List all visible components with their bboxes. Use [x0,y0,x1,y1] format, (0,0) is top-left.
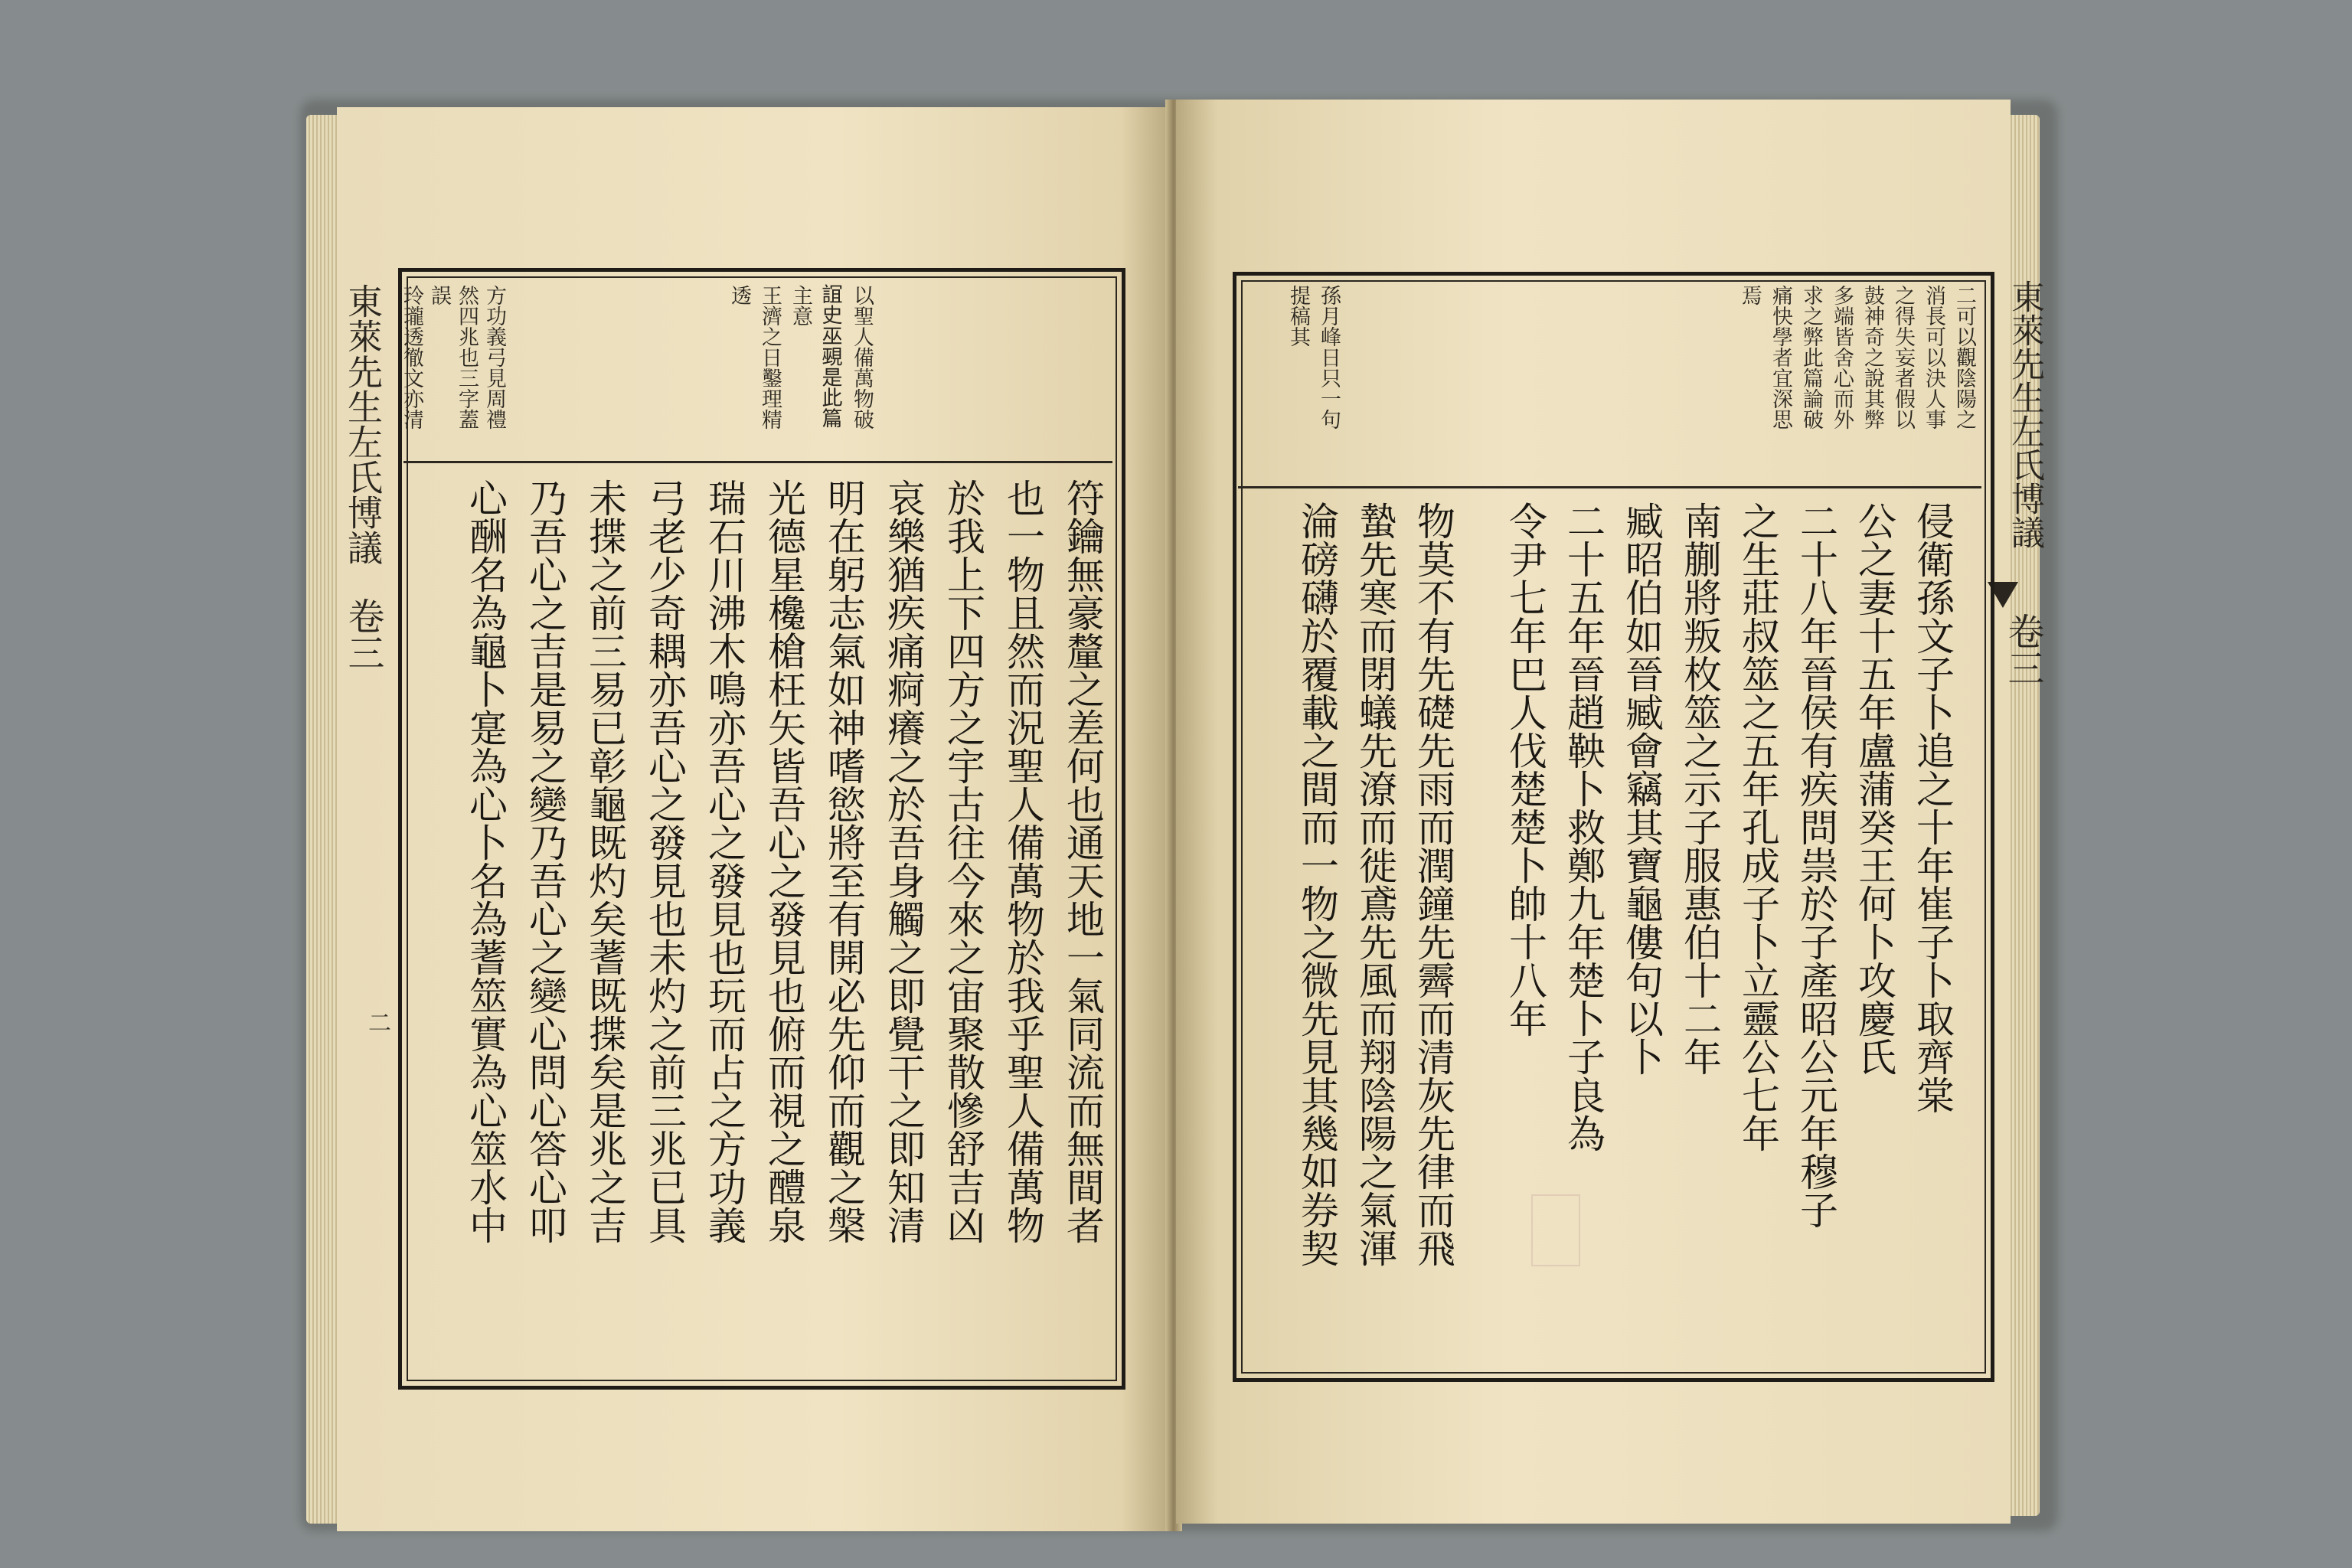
left-header-note-7: 然四兆也三字蓋 [455,285,479,430]
right-text-column-3: 二十八年晉侯有疾問祟於子產昭公元年穆子 [1794,501,1838,1229]
right-header-note-3: 之得失妄者假以 [1891,285,1915,430]
right-text-column-1: 侵衛孫文子卜追之十年崔子卜取齊棠 [1910,501,1955,1114]
right-header-rule [1238,486,1981,488]
right-header-note-6: 求之弊此篇論破 [1799,285,1823,430]
left-text-column-3: 於我上下四方之宇古往今來之宙聚散慘舒吉凶 [941,479,985,1244]
right-text-column-2: 公之妻十五年盧蒲癸王何卜攻慶氏 [1852,501,1896,1076]
right-header-note-9: 孫月峰日只一句 [1317,285,1341,430]
left-header-note-6: 方功義弓見周禮 [482,285,506,430]
right-text-column-9: 物莫不有先礎先雨而潤鐘先霽而清灰先律而飛 [1411,501,1455,1267]
left-header-note-9: 玲瓏透徹文亦清 [400,285,423,430]
right-header-note-1: 二可以觀陰陽之 [1952,285,1976,430]
left-text-column-6: 光德星欃槍枉矢皆吾心之發見也俯而視之醴泉 [762,479,806,1244]
right-text-column-6: 臧昭伯如晉臧會竊其寶龜僂句以卜 [1619,501,1664,1076]
right-header-note-5: 多端皆舍心而外 [1830,285,1854,430]
left-header-note-5: 透 [727,285,751,305]
left-text-column-8: 弓老少奇耦亦吾心之發見也未灼之前三兆已具 [642,479,687,1244]
left-text-column-7: 瑞石川沸木鳴亦吾心之發見也玩而占之方功義 [702,479,746,1244]
left-text-column-9: 未揲之前三易已彰龜既灼矣蓍既揲矣是兆之吉 [583,479,627,1244]
right-spine-volume: 卷三 [2001,612,2044,686]
left-text-column-5: 明在躬志氣如神嗜慾將至有開必先仰而觀之槃 [822,479,866,1244]
right-text-column-5: 南蒯將叛枚筮之示子服惠伯十二年 [1677,501,1722,1076]
right-header-note-4: 鼓神奇之說其弊 [1860,285,1884,430]
left-spine-volume: 卷三 [341,597,384,671]
right-header-note-10: 提稿其 [1286,285,1310,347]
left-header-note-8: 誤 [427,285,451,305]
right-text-column-7: 二十五年晉趙鞅卜救鄭九年楚卜子良為 [1561,501,1606,1152]
right-text-column-10: 蟄先寒而閉蟻先潦而徙鳶先風而翔陰陽之氣渾 [1353,501,1397,1267]
left-text-column-1: 符鑰無豪釐之差何也通天地一氣同流而無間者 [1060,479,1105,1244]
right-header-note-8: 焉 [1738,285,1762,305]
right-header-note-7: 痛快學者宜深思 [1769,285,1792,430]
left-header-note-2: 𧨏史巫覡是此篇 [819,285,843,430]
left-text-column-11: 心酬名為龜卜寔為心卜名為蓍筮實為心筮水中 [463,479,508,1244]
left-text-column-10: 乃吾心之吉是易之變乃吾心之變心問心答心叩 [523,479,567,1244]
left-header-rule [403,461,1112,463]
left-header-note-4: 王濟之日鑿理精 [758,285,782,430]
right-header-note-2: 消長可以決人事 [1922,285,1945,430]
left-header-note-3: 主意 [789,285,812,326]
left-header-note-1: 以聖人備萬物破 [850,285,874,430]
right-text-column-8: 令尹七年巴人伐楚楚卜帥十八年 [1503,501,1547,1037]
right-spine-title: 東萊先生左氏博議 [2005,279,2044,549]
left-spine-title: 東萊先生左氏博議 [342,283,384,565]
left-text-column-2: 也一物且然而況聖人備萬物於我乎聖人備萬物 [1001,479,1045,1244]
left-text-column-4: 哀樂猶疾痛痾癢之於吾身觸之即覺干之即知清 [881,479,926,1244]
right-text-column-11: 淪磅礴於覆載之間而一物之微先見其幾如券契 [1295,501,1339,1267]
left-folio-number: 二 [364,1011,390,1034]
right-text-column-4: 之生莊叔筮之五年孔成子卜立靈公七年 [1736,501,1780,1152]
